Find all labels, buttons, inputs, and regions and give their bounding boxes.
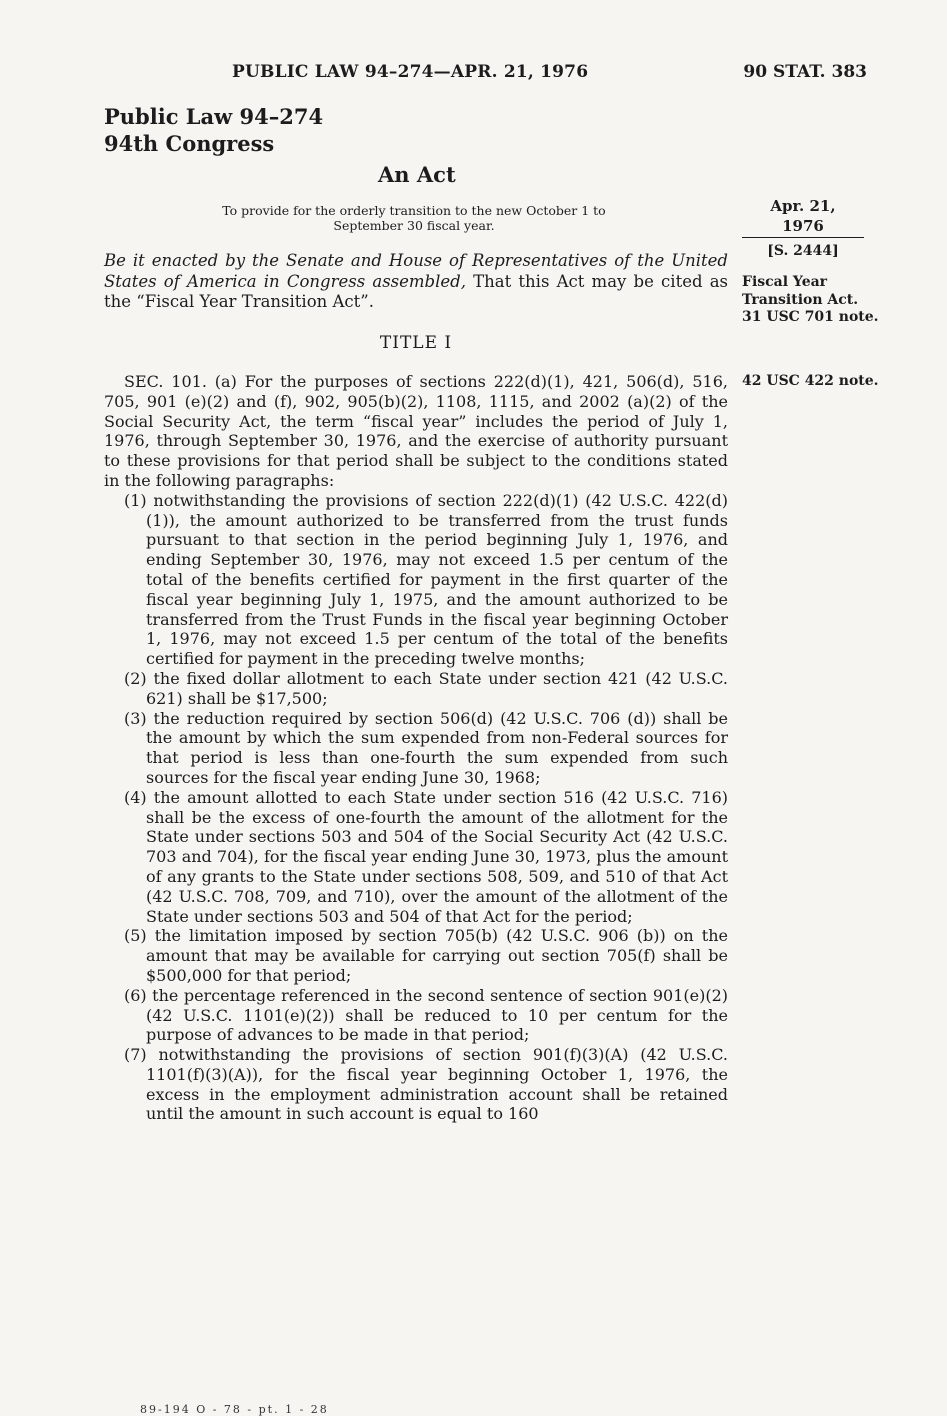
margin-note-line: Fiscal Year [742,274,828,290]
congress-number: 94th Congress [104,131,275,156]
purpose-line-2: September 30 fiscal year. [333,218,495,233]
purpose-line-1: To provide for the orderly transition to the new October 1 to [222,203,606,218]
margin-date-block [742,196,864,261]
margin-note-usc-ref: 42 USC 422 note. [742,373,879,389]
paragraph-4: (4) the amount allotted to each State under section 516 (42 U.S.C. 716) shall be the excess of one-fourth the amount of the allotment for the State under sections 503 and 504 of the Social Security Act (42 U.S.C. 703 and 704), for the fiscal year ending June 30, 1973, plus the amount of any grants to the State under sections 508, 509, and 510 of that Act (42 U.S.C. 708, 709, and 710), over the amount of the allotment of the State under sections 503 and 504 of that Act for the period; [124,787,728,926]
act-heading: An Act [378,162,456,187]
title-heading: TITLE I [379,333,453,353]
margin-note-line: 31 USC 701 note. [742,309,879,325]
paragraph-2: (2) the fixed dollar allotment to each State under section 421 (42 U.S.C. 621) shall be $17,500; [124,668,728,708]
paragraph-3: (3) the reduction required by section 506(d) (42 U.S.C. 706 (d)) shall be the amount by which the sum expended from non-Federal sources for that period is less than one-fourth the sum expended from such sources for the fiscal year ending June 30, 1968; [124,708,728,787]
enacting-clause-rest: That this Act may be cited as the “Fiscal Year Transition Act”. [104,271,729,311]
enacting-clause-italic: Be it enacted by the Senate and House of Representatives of the United States of America in Congress assembled, [104,251,728,291]
running-head: PUBLIC LAW 94–274—APR. 21, 1976 [232,62,589,82]
act-purpose [160,203,668,233]
bill-number: [S. 2444] [767,243,839,259]
paragraph-1: (1) notwithstanding the provisions of section 222(d)(1) (42 U.S.C. 422(d)(1)), the amount authorized to be transferred from the trust funds pursuant to that section in the period beginning July 1, 1976, and ending September 30, 1976, may not exceed 1.5 per centum of the total of the benefits certified for payment in the first quarter of the fiscal year beginning July 1, 1975, and the amount authorized to be transferred from the Trust Funds in the fiscal year beginning October 1, 1976, may not exceed 1.5 per centum of the total of the benefits certified for payment in the preceding twelve months; [124,490,728,669]
paragraph-6: (6) the percentage referenced in the second sentence of section 901(e)(2) (42 U.S.C. 1101(e)(2)) shall be reduced to 10 per centum for the purpose of advances to be made in that period; [124,985,728,1045]
paragraph-5: (5) the limitation imposed by section 705(b) (42 U.S.C. 906 (b)) on the amount that may be available for carrying out section 705(f) shall be $500,000 for that period; [124,926,728,985]
print-footer: 89-194 O - 78 - pt. 1 - 28 [140,1403,329,1416]
section-body [104,372,728,1124]
law-title-block [104,103,323,157]
public-law-number: Public Law 94–274 [104,104,324,129]
statute-reference: 90 STAT. 383 [743,62,867,82]
margin-note-line: Transition Act. [742,291,859,308]
section-101: SEC. 101. (a) For the purposes of sections 222(d)(1), 421, 506(d), 516, 705, 901 (e)(2) and (f), 902, 905(b)(2), 1108, 1115, and 2002 (a)(2) of the Social Security Act, the term “fiscal year” includes the period of July 1, 1976, through September 30, 1976, and the exercise of authority pursuant to these provisions for that period shall be subject to the conditions stated in the following paragraphs: [104,372,728,490]
approval-date: Apr. 21, 1976 [742,196,864,238]
enacting-clause [104,251,728,313]
paragraph-7: (7) notwithstanding the provisions of section 901(f)(3)(A) (42 U.S.C. 1101(f)(3)(A)), for the fiscal year beginning October 1, 1976, the excess in the employment administration account shall be retained until the amount in such account is equal to 160 [124,1045,728,1124]
margin-note-short-title [742,274,879,327]
